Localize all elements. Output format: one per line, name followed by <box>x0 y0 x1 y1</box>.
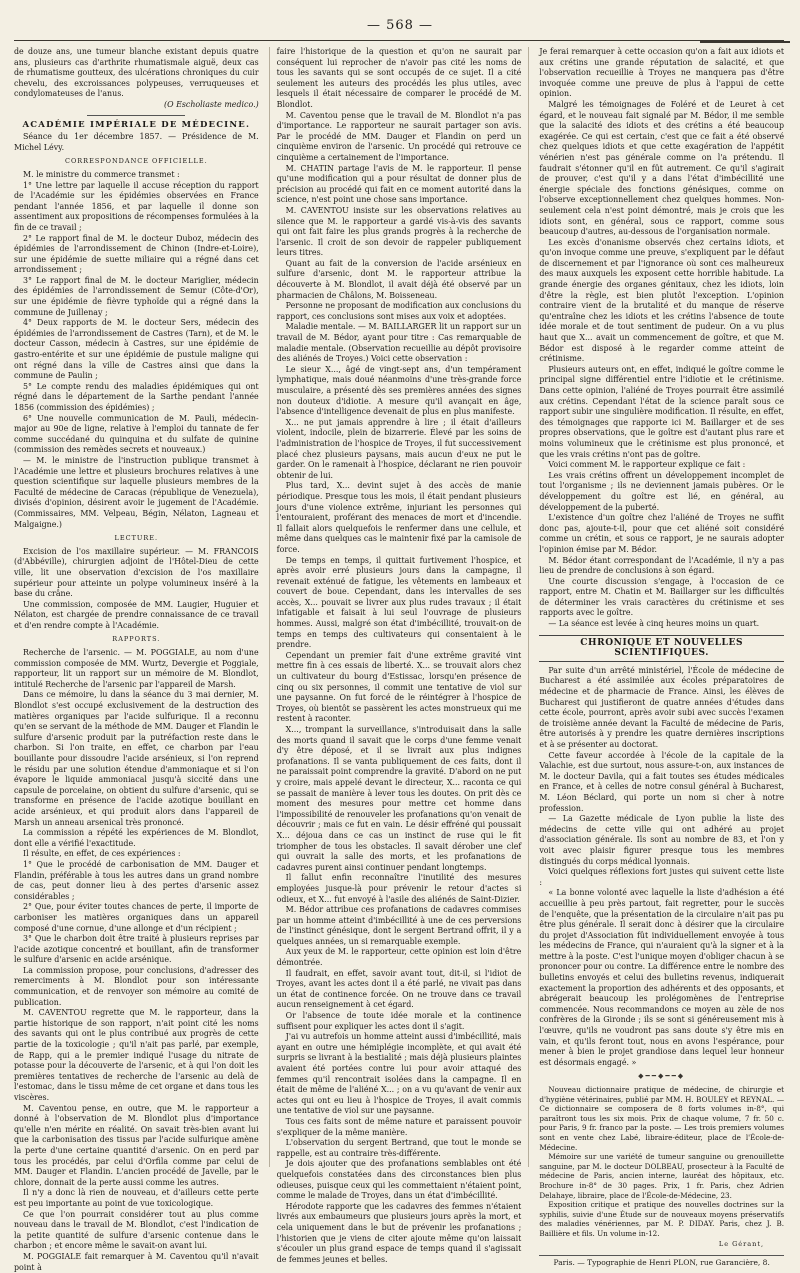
ornament-divider: ◆━━◆━━◆ <box>638 1072 686 1081</box>
paragraph: Une commission, composée de MM. Laugier, Huguier et Nélaton, est chargée de prendre connaissance de ce travail et d'en rendre compte à l'Académie. <box>14 599 259 630</box>
paragraph: M. Caventou pense que le travail de M. Blondlot n'a pas d'importance. Le rapporteur ne saurait partager son avis. Par le procédé de MM. Dauger et Flandin on perd un cinquième environ de l'arsenic. Un procédé qui retrouve ce cinquième a certainement de l'importance. <box>276 110 522 162</box>
paragraph: M. Bédor attribue ces profanations de cadavres commises par un homme atteint d'imbécillité à une de ces perversions de l'instinct génésique, dont le sergent Bertrand offrit, il y a quelques années, un si remarquable exemple. <box>276 905 522 946</box>
paragraph: faire l'historique de la question et qu'on ne saurait par conséquent lui reprocher de n'avoir pas cité les noms de tous les savants qui se sont occupés de ce sujet. Il a cité seulement les auteurs des procédés les plus utiles, avec lesquels il était nécessaire de comparer le procédé de M. Blondlot. <box>276 47 522 109</box>
paragraph: Cependant un premier fait d'une extrême gravité vint mettre fin à ces essais de liberté. X... se trouvait alors chez un cultivateur du bourg d'Estissac, lorsqu'en présence de cinq ou six personnes, il commit une tentative de viol sur une paysanne. On fut forcé de le réintégrer à l'hospice de Troyes, où bientôt se passèrent les actes monstrueux qui me restent à raconter. <box>276 650 522 724</box>
page-number: — 568 — <box>366 18 434 33</box>
column-left <box>14 47 259 1272</box>
paragraph: La commission propose, pour conclusions, d'adresser des remerciments à M. Blondlot pour son intéressante communication, et de renvoyer son mémoire au comité de publication. <box>14 965 259 1007</box>
paragraph: 3° Que le charbon doit être traité à plusieurs reprises par l'acide azotique concentré et bouillant, afin de transformer le sulfure d'arsenic en acide arsénique. <box>14 934 259 965</box>
paragraph: Plusieurs auteurs ont, en effet, indiqué le goître comme le principal signe différentiel entre l'idiotie et le crétinisme. Dans cette opinion, l'aliéné de Troyes pourrait être assimilé aux crétins. Cependant l'état de la science paraît sous ce rapport subir une singulière modification. Il résulte, en effet, des témoignages que rapporte ici M. Baillarger et de ses propres observations, que le goître est d'autant plus rare et moins volumineux que le crétinisme est plus prononcé, et que les vrais crétins n'ont pas de goître. <box>539 364 785 459</box>
article-columns <box>14 47 785 1272</box>
paragraph: Il n'y a donc là rien de nouveau, et d'ailleurs cette perte est peu importante au point de vue toxicologique. <box>14 1188 259 1208</box>
paragraph: X... ne put jamais apprendre à lire ; il était d'ailleurs violent, indocile, plein de bizarrerie. Élevé par les soins de l'administration de l'hospice de Troyes, il fut successivement placé chez plusieurs paysans, mais aucun d'eux ne put le garder. On le ramenait à l'hospice, déclarant ne rien pouvoir obtenir de lui. <box>276 417 522 480</box>
paragraph: M. le ministre du commerce transmet : <box>23 169 180 179</box>
paragraph: Excision de l'os maxillaire supérieur. — M. FRANCOIS (d'Abbéville), chirurgien adjoint de l'Hôtel-Dieu de cette ville, lit une observation d'excision de l'os maxillaire supérieur pour atteinte un polype volumineux inséré à la base du crâne. <box>14 546 259 599</box>
printer-line: Paris. — Typographie de Henri PLON, rue Garancière, 8. <box>539 1255 784 1269</box>
list-item: 3° Le rapport final de M. le docteur Mariglier, médecin des épidémies de l'arrondissement de Semur (Côte-d'Or), sur une épidémie de fièvre typhoïde qui a régné dans la commune de Juillenay ; <box>14 275 259 317</box>
paragraph: Quant au fait de la conversion de l'acide arsénieux en sulfure d'arsenic, dont M. le rapporteur attribue la découverte à M. Blondlot, il avait déjà été observé par un pharmacien de Châlons, M. Boisseneau. <box>276 258 522 300</box>
paragraph: Cette faveur accordée à l'école de la capitale de la Valachie, est due surtout, nous assure-t-on, aux instances de M. le docteur Davila, qui a fait toutes ses études médicales en France, et à celles de notre consul général à Bucharest, M. Léon Béclard, qui porte un nom si cher à notre profession. <box>539 750 785 813</box>
paragraph: Je dois ajouter que des profanations semblables ont été quelquefois constatées dans des circonstances bien plus odieuses, puisque ceux qui les commettaient n'étaient point, comme le malade de Troyes, dans un état d'imbécillité. <box>276 1159 522 1201</box>
gerant-signature: Le Gérant, <box>718 1239 765 1248</box>
paragraph: X..., trompant la surveillance, s'introduisait dans la salle des morts quand il savait que le corps d'une femme venait d'y être déposé, et il se livrait aux plus indignes profanations. Il se vanta publiquement de ces faits, dont il ne paraissait point comprendre la gravité. D'abord on ne put y croire, mais appelé devant le directeur, X... raconta ce qui se passait de manière à lever tous les doutes. On prit dès ce moment des mesures pour mettre cet homme dans l'impossibilité de renouveler les profanations qu'on venait de découvrir ; mais ce fut en vain. Le désir effréné qui poussait X... déjoua dans ce cas un instinct de ruse qui le fit triompher de tous les obstacles. Il savait dérober une clef qui ouvrait la salle des morts, et les profanations de cadavres purent ainsi continuer pendant longtemps. <box>276 725 522 872</box>
paragraph: M. CAVENTOU regrette que M. le rapporteur, dans la partie historique de son rapport, n'ait point cité les noms des savants qui ont le plus contribué aux progrès de cette partie de la toxicologie ; qu'il n'ait pas parlé, par exemple, de Rapp, qui a le premier indiqué l'usage du nitrate de potasse pour la découverte de l'arsenic, et à qui l'on doit les premières tentatives de recherche de l'arsenic au delà de l'estomac, dans le tissu même de cet organe et dans tous les viscères. <box>14 1008 259 1102</box>
paragraph: De temps en temps, il quittait furtivement l'hospice, et après avoir erré plusieurs jours dans la campagne, il revenait exténué de fatigue, les vêtements en lambeaux et couvert de boue. Cependant, dans les intervalles de ses accès, X... pouvait se livrer aux plus rudes travaux ; il était infatigable et faisait à lui seul l'ouvrage de plusieurs hommes. Aussi, malgré son état d'imbécillité, trouvait-on de temps en temps des cultivateurs qui consentaient à le prendre. <box>276 555 522 650</box>
divider <box>87 115 185 116</box>
paragraph: — La séance est levée à cinq heures moins un quart. <box>548 619 760 629</box>
list-item: 2° Le rapport final de M. le docteur Duboz, médecin des épidémies de l'arrondissement de Chinon (Indre-et-Loire), sur une épidémie de suette miliaire qui a régné dans cet arrondissement ; <box>14 233 259 275</box>
paragraph: L'existence d'un goître chez l'aliéné de Troyes ne suffit donc pas, ajoute-t-il, pour que cet aliéné soit considéré comme un crétin, et sous ce rapport, je ne saurais adopter l'opinion émise par M. Bédor. <box>539 513 785 554</box>
source-citation: (O Escholiaste medico.) <box>164 99 259 109</box>
column-right <box>539 47 785 1268</box>
paragraph: Tous ces faits sont de même nature et paraissent pouvoir s'expliquer de la même manière. <box>276 1116 522 1137</box>
paragraph: 1° Que le procédé de carbonisation de MM. Dauger et Flandin, préférable à tous les autres dans un grand nombre de cas, peut donner lieu à des pertes d'arsenic assez considérables ; <box>14 859 259 901</box>
notice-item: Exposition critique et pratique des nouvelles doctrines sur la syphilis, suivie d'une Étude sur de nouveaux moyens préservatifs des maladies vénériennes, par M. P. DIDAY. Paris, chez J. B. Baillière et fils. Un volume in-12. <box>539 1200 785 1238</box>
paragraph: Il résulte, en effet, de ces expériences : <box>23 849 181 859</box>
subsection-heading: RAPPORTS. <box>112 635 161 644</box>
paragraph: Par suite d'un arrêté ministériel, l'École de médecine de Bucharest a été assimilée aux écoles préparatoires de médecine et de pharmacie de France. Ainsi, les élèves de Bucharest qui justifieront de quatre années d'études dans cette école, pourront, après avoir subi avec succès l'examen de troisième année devant la Faculté de médecine de Paris, être autorisés à y prendre les quatre dernières inscriptions et à se présenter au doctorat. <box>539 665 785 749</box>
session-line: Séance du 1er décembre 1857. — Présidence de M. Michel Lévy. <box>14 132 259 152</box>
paragraph: de douze ans, une tumeur blanche existant depuis quatre ans, plusieurs cas d'arthrite rhumatismale aiguë, deux cas de rhumatisme goutteux, des ulcérations chroniques du cuir chevelu, des excroissances polypeuses, verruqueuses et condylomateuses de l'anus. <box>14 47 259 99</box>
paragraph: Je ferai remarquer à cette occasion qu'on a fait aux idiots et aux crétins une grande réputation de salacité, et que l'observation recueillie à Troyes ne manquera pas d'être invoquée comme une preuve de plus à l'appui de cette opinion. <box>539 47 785 99</box>
paragraph: Dans ce mémoire, lu dans la séance du 3 mai dernier, M. Blondlot s'est occupé exclusivement de la destruction des matières organiques par l'acide sulfurique. Il a reconnu qu'en se servant de la méthode de MM. Dauger et Flandin le sulfure d'arsenic produit par la putréfaction reste dans le charbon. Si l'on traite, en effet, ce charbon par l'eau bouillante pour dissoudre l'acide arsénieux, si l'on reprend le résidu par une solution étendue d'ammoniaque et si l'on évapore le liquide ammoniacal jusqu'à siccité dans une capsule de porcelaine, on obtient du sulfure d'arsenic, qui se transforme en présence de l'acide azotique bouillant en acide arsénieux, et qui produit alors dans l'appareil de Marsh un anneau arsenical très prononcé. <box>14 690 259 827</box>
paragraph: L'observation du sergent Bertrand, que tout le monde se rappelle, est au contraire très-différente. <box>276 1138 522 1158</box>
paragraph: M. POGGIALE fait remarquer à M. Caventou qu'il n'avait point à <box>14 1251 259 1272</box>
list-item: 6° Une nouvelle communication de M. Pauli, médecin-major au 90e de ligne, relative à l'emploi du tannate de fer comme succédané du quinquina et du sulfate de quinine (commission des remèdes secrets et nouveaux.) <box>14 413 259 455</box>
paragraph: Ce que l'on pourrait considérer tout au plus comme nouveau dans le travail de M. Blondlot, c'est l'indication de la petite quantité de sulfure d'arsenic contenue dans le charbon ; et encore même le savait-on avant lui. <box>14 1209 259 1251</box>
paragraph: J'ai vu autrefois un homme atteint aussi d'imbécillité, mais ayant en outre une hémiplégie incomplète, et qui avait été surpris se livrant à la bestialité ; mais déjà plusieurs plaintes avaient été portées contre lui pour avoir attaqué des femmes qu'il rencontrait isolées dans la campagne. Il en était de même de l'aliéné X... ; on a vu qu'avant de venir aux actes qui ont eu lieu à l'hospice de Troyes, il avait commis une tentative de viol sur une paysanne. <box>276 1032 522 1116</box>
paragraph: « La bonne volonté avec laquelle la liste d'adhésion a été accueillie à peu près partout, fait regretter, pour le succès de l'enquête, que la présentation de la circulaire n'ait pas pu être plus générale. Il serait donc à désirer que la circulaire du projet d'Association fût individuellement envoyée à tous les médecins de France, qui n'auraient qu'à la signer et à la mettre à la poste. C'est l'unique moyen d'obliger chacun à se prononcer pour ou contre. La différence entre le nombre des bulletins envoyés et celui des bulletins revenus, indiquerait exactement la proportion des adhérents et des opposants, et abrégerait beaucoup les prolégomènes de l'entreprise commencée. Nous recommandons ce moyen au zèle de nos confrères de la Gironde ; ils se sont si généreusement mis à l'œuvre, qu'ils ne voudront pas sans doute s'y être mis en vain, et qu'ils feront tout, nous en avons l'espérance, pour mener à bien le projet grandiose dans lequel leur honneur est désormais engagé. » <box>539 888 785 1067</box>
list-item: 4° Deux rapports de M. le docteur Sers, médecin des épidémies de l'arrondissement de Castres (Tarn), et de M. le docteur Casson, médecin à Castres, sur une épidémie de gastro-entérite et sur une épidémie de pustule maligne qui ont régné dans la ville de Castres ainsi que dans la commune de Paulin ; <box>14 318 259 381</box>
paragraph: Une courte discussion s'engage, à l'occasion de ce rapport, entre M. Chatin et M. Baillarger sur les difficultés de déterminer les vrais caractères du crétinisme et ses rapports avec le goître. <box>539 576 785 618</box>
paragraph: Aux yeux de M. le rapporteur, cette opinion est loin d'être démontrée. <box>276 947 522 968</box>
paragraph: Malgré les témoignages de Foléré et de Leuret à cet égard, et le nouveau fait signalé par M. Bédor, il me semble que la salacité des idiots et des crétins a été beaucoup exagérée. Ce qui est certain, c'est que ce fait a été observé chez quelques idiots et que cette exagération de l'appétit vénérien n'est pas générale comme on l'a prétendu. Il faudrait s'étonner qu'il en fût autrement. Ce qu'il s'agirait de prouver, c'est qu'il y a dans l'état d'imbécillité une énergie spéciale des fonctions génésiques, comme on l'observe exceptionnellement chez quelques hommes. Non-seulement cela n'est point démontré, mais je crois que les idiots sont, en général, sous ce rapport, comme sous beaucoup d'autres, au-dessous de l'organisation normale. <box>539 99 785 237</box>
paragraph: Maladie mentale. — M. BAILLARGER lit un rapport sur un travail de M. Bédor, ayant pour titre : Cas remarquable de maladie mentale. (Observation recueillie au dépôt provisoire des aliénés de Troyes.) Voici cette observation : <box>276 322 522 364</box>
paragraph: Or l'absence de toute idée morale et la continence suffisent pour expliquer les actes dont il s'agit. <box>276 1011 522 1031</box>
paragraph: Voici comment M. le rapporteur explique ce fait : <box>548 460 746 470</box>
notice-item: Nouveau dictionnaire pratique de médecine, de chirurgie et d'hygiène vétérinaires, publié par MM. H. BOULEY et REYNAL. — Ce dictionnaire se composera de 8 forts volumes in-8°, qui paraîtront tous les six mois. Prix de chaque volume, 7 fr. 50 c. pour Paris, 9 fr. franco par la poste. — Les trois premiers volumes sont en vente chez Labé, libraire-éditeur, place de l'École-de-Médecine. <box>539 1085 785 1152</box>
paragraph: Recherche de l'arsenic. — M. POGGIALE, au nom d'une commission composée de MM. Wurtz, Devergie et Poggiale, rapporteur, lit un rapport sur un mémoire de M. Blondlot, intitulé Recherche de l'arsenic par l'appareil de Marsh. <box>14 648 259 689</box>
paragraph: 2° Que, pour éviter toutes chances de perte, il importe de carboniser les matières organiques dans un appareil composé d'une cornue, d'une allonge et d'un récipient ; <box>14 902 259 933</box>
paragraph: Il faudrait, en effet, savoir avant tout, dit-il, si l'idiot de Troyes, avant les actes dont il a été parlé, ne vivait pas dans un état de continence forcée. On ne trouve dans ce travail aucun renseignement à cet égard. <box>276 968 522 1010</box>
paragraph: Hérodote rapporte que les cadavres des femmes n'étaient livrés aux embaumeurs que plusieurs jours après la mort, et cela uniquement dans le but de prévenir les profanations ; l'historien que je viens de citer ajoute même qu'on laissait s'écouler un plus grand espace de temps quand il s'agissait de femmes jeunes et belles. <box>276 1201 522 1264</box>
paragraph: M. CAVENTOU insiste sur les observations relatives au silence que M. le rapporteur a gardé vis-à-vis des savants qui ont fait faire les plus grands progrès à la recherche de l'arsenic. Il croit de son devoir de rappeler publiquement leurs titres. <box>276 205 522 258</box>
paragraph: M. CHATIN partage l'avis de M. le rapporteur. Il pense qu'une modification qui a pour résultat de donner plus de précision au procédé qui fait en ce moment autorité dans la science, n'est point une chose sans importance. <box>276 163 522 205</box>
top-rule-thick <box>700 41 790 43</box>
section-heading: ACADÉMIE IMPÉRIALE DE MÉDECINE. <box>22 119 251 130</box>
paragraph: Le sieur X..., âgé de vingt-sept ans, d'un tempérament lymphatique, mais doué néanmoins d'une très-grande force musculaire, a présenté dès ses premières années des signes non douteux d'idiotie. A mesure qu'il avançait en âge, l'absence d'intelligence devenait de plus en plus manifeste. <box>276 364 522 417</box>
section-heading: CHRONIQUE ET NOUVELLES SCIENTIFIQUES. <box>539 635 784 662</box>
paragraph: Personne ne proposant de modification aux conclusions du rapport, ces conclusions sont mises aux voix et adoptées. <box>276 301 522 321</box>
paragraph: Plus tard, X... devint sujet à des accès de manie périodique. Presque tous les mois, il était pendant plusieurs jours d'une violence extrême, injuriant les personnes qui l'entouraient, proférant des menaces de mort et d'incendie. Il fallait alors quelquefois le renfermer dans une cellule, et même dans quelques cas le maintenir fixé par la camisole de force. <box>276 481 522 554</box>
paragraph: Les vrais crétins offrent un développement incomplet de tout l'organisme ; ils ne deviennent jamais pubères. Or le développement du goître est lié, en général, au développement de la puberté. <box>539 470 785 512</box>
top-rule <box>14 40 784 41</box>
paragraph: Voici quelques réflexions fort justes qui suivent cette liste : <box>539 867 785 887</box>
subsection-heading: CORRESPONDANCE OFFICIELLE. <box>64 157 208 166</box>
paragraph: Il fallut enfin reconnaître l'inutilité des mesures employées jusque-là pour prévenir le retour d'actes si odieux, et X... fut envoyé à l'asile des aliénés de Saint-Dizier. <box>276 873 522 904</box>
list-item: 1° Une lettre par laquelle il accuse réception du rapport de l'Académie sur les épidémies observées en France pendant l'année 1856, et par laquelle il donne son assentiment aux propositions de récompenses formulées à la fin de ce travail ; <box>14 180 259 232</box>
column-middle <box>269 47 530 1264</box>
list-item: — M. le ministre de l'instruction publique transmet à l'Académie une lettre et plusieurs brochures relatives à une question scientifique sur laquelle plusieurs membres de la Faculté de médecine de Caracas (république de Venezuela), divisés d'opinion, désirent avoir le jugement de l'Académie. (Commissaires, MM. Velpeau, Bégin, Nélaton, Lagneau et Malgaigne.) <box>14 455 259 529</box>
paragraph: Les excès d'onanisme observés chez certains idiots, et qu'on invoque comme une preuve, s'expliquent par le défaut de discernement et par l'ignorance où sont ces malheureux des maux auxquels les exposent cette horrible habitude. La grande énergie des organes génitaux, chez les idiots, loin d'être la règle, est bien plutôt l'exception. L'opinion contraire vient de la brutalité et du manque de réserve qu'entraîne chez les idiots et les crétins l'absence de toute idée morale et de tout sentiment de pudeur. On a vu plus haut que X... avait un commencement de goître, et que M. Bédor est disposé à le regarder comme atteint de crétinisme. <box>539 237 785 364</box>
paragraph: M. Caventou pense, en outre, que M. le rapporteur a donné à l'observation de M. Blondlot plus d'importance qu'elle n'en mérite en réalité. On savait très-bien avant lui que la carbonisation des tissus par l'acide sulfurique amène la perte d'une certaine quantité d'arsenic. On en perd par tous les procédés, par celui d'Orfila comme par celui de MM. Dauger et Flandin. L'ancien procédé de Javelle, par le chlore, donnait de la perte aussi comme les autres. <box>14 1103 259 1187</box>
paragraph: M. Bédor étant correspondant de l'Académie, il n'y a pas lieu de prendre de conclusions à son égard. <box>539 555 785 576</box>
list-item: 5° Le compte rendu des maladies épidémiques qui ont régné dans le département de la Sarthe pendant l'année 1856 (commission des épidémies) ; <box>14 381 259 412</box>
paragraph: La commission a répété les expériences de M. Blondlot, dont elle a vérifié l'exactitude. <box>14 828 259 848</box>
notice-item: Mémoire sur une variété de tumeur sanguine ou grenouillette sanguine, par M. le docteur DOLBEAU, prosecteur à la Faculté de médecine de Paris, ancien interne, lauréat des hôpitaux, etc. Brochure in-8° de 30 pages. Prix, 1 fr. Paris, chez Adrien Delahaye, libraire, place de l'École-de-Médecine, 23. <box>539 1152 785 1200</box>
subsection-heading: LECTURE. <box>114 534 159 543</box>
paragraph: — La Gazette médicale de Lyon publie la liste des médecins de cette ville qui ont adhéré au projet d'association générale. Ils sont au nombre de 83, et l'on y voit avec plaisir figurer presque tous les membres distingués du corps médical lyonnais. <box>539 814 785 866</box>
